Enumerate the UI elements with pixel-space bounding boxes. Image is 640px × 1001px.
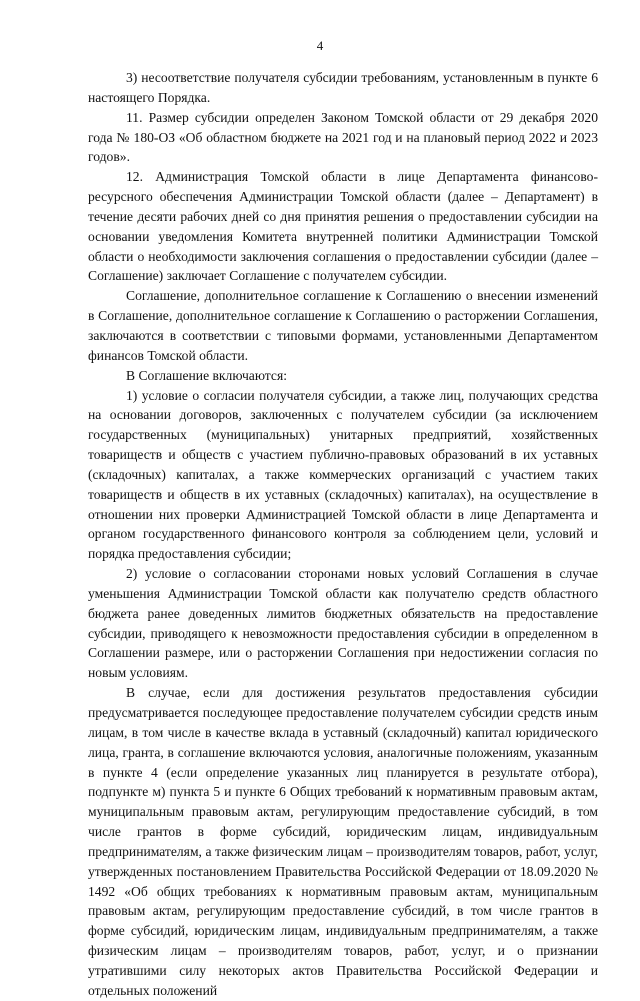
paragraph-condition-2: 2) условие о согласовании сторонами новых условий Соглашения в случае уменьшения Администрации Томской области как получателю средств областного бюджета ранее доведенных лимитов бюджетных обязательств на предоставление субсидии, приводящего к невозможности предоставления субсидии в определенном в Соглашении размере, или о расторжении Соглашения при недостижении согласия по новым условиям. (88, 566, 598, 681)
paragraph-item-3: 3) несоответствие получателя субсидии требованиям, установленным в пункте 6 настоящего Порядка. (88, 70, 598, 105)
paragraph-agreement-includes: В Соглашение включаются: (126, 367, 287, 383)
paragraph-further-provision: В случае, если для достижения результатов предоставления субсидии предусматривается последующее предоставление получателем субсидии средств иным лицам, в том числе в качестве вклада в уставный (складочный) капитал юридического лица, гранта, в соглашение включаются условия, аналогичные положениям, указанным в пункте 4 (если определение указанных лиц планируется в результате отбора), подпункте м) пункта 5 и пункте 6 Общих требований к нормативным правовым актам, муниципальным правовым актам, регулирующим предоставление субсидий, в том числе грантов в форме субсидий, юридическим лицам, индивидуальным предпринимателям, а также физическим лицам – производителям товаров, работ, услуг, утвержденных постановлением Правительства Российской Федерации от 18.09.2020 № 1492 «Об общих требованиях к нормативным правовым актам, муниципальным правовым актам, регулирующим предоставление субсидий, в том числе грантов в форме субсидий, юридическим лицам, индивидуальным предпринимателям, а также физическим лицам – производителям товаров, работ, услуг, и о признании утратившими силу некоторых актов Правительства Российской Федерации и отдельных положений (88, 685, 598, 998)
paragraph-clause-11: 11. Размер субсидии определен Законом Томской области от 29 декабря 2020 года № 180-ОЗ «Об областном бюджете на 2021 год и на плановый период 2022 и 2023 годов». (88, 109, 598, 165)
paragraph-clause-12: 12. Администрация Томской области в лице Департамента финансово-ресурсного обеспечения Администрации Томской области (далее – Департамент) в течение десяти рабочих дней со дня принятия решения о предоставлении субсидии на основании уведомления Комитета внутренней политики Администрации Томской области о необходимости заключения соглашения о предоставлении субсидии (далее – Соглашение) заключает Соглашение с получателем субсидии. (88, 169, 598, 284)
paragraph-condition-1: 1) условие о согласии получателя субсидии, а также лиц, получающих средства на основании договоров, заключенных с получателем субсидии (за исключением государственных (муниципальных) унитарных предприятий, хозяйственных товариществ и обществ с участием публично-правовых образований в их уставных (складочных) капиталах, а также коммерческих организаций с участием таких товариществ и обществ в их уставных (складочных) капиталах), на осуществление в отношении них проверки Администрацией Томской области в лице Департамента и органом государственного финансового контроля за соблюдением цели, условий и порядка предоставления субсидии; (88, 387, 598, 562)
page-number: 4 (316, 38, 324, 53)
paragraph-agreement-forms: Соглашение, дополнительное соглашение к Соглашению о внесении изменений в Соглашение, дополнительное соглашение к Соглашению о расторжении Соглашения, заключаются в соответствии с типовыми формами, установленными Департаментом финансов Томской области. (88, 288, 598, 363)
document-body (88, 68, 598, 1001)
